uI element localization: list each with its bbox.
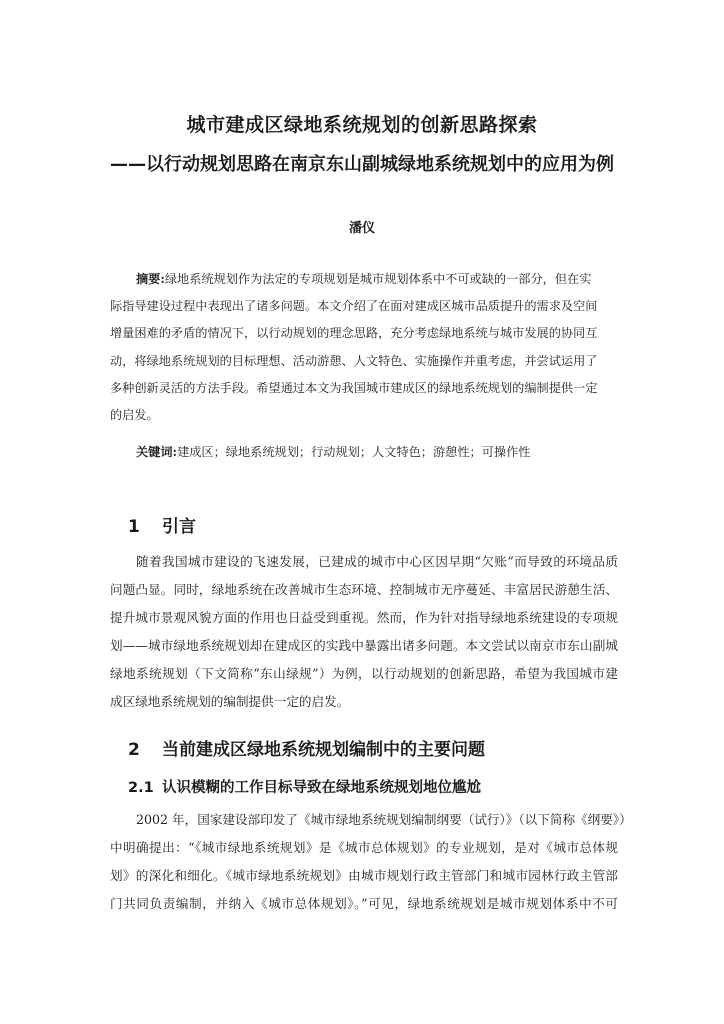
- abstract-line: 增量困难的矛盾的情况下，以行动规划的理念思路，充分考虑绿地系统与城市发展的协同互: [110, 326, 598, 341]
- abstract-label: 摘要:: [136, 272, 165, 286]
- section-number: 2: [128, 740, 140, 760]
- paper-subtitle: ——以行动规划思路在南京东山副城绿地系统规划中的应用为例: [110, 154, 614, 175]
- abstract-line: 际指导建设过程中表现出了诸多问题。本文介绍了在面对建成区城市品质提升的需求及空间: [110, 299, 598, 314]
- keywords: [136, 443, 531, 460]
- subsection-paragraph: [110, 806, 632, 918]
- paper-title: 城市建成区绿地系统规划的创新思路探索: [186, 114, 538, 136]
- paragraph-line: 门共同负责编制，并纳入《城市总体规划》。”可见，绿地系统规划是城市规划体系中不可: [110, 896, 618, 911]
- subsection-number: 2.1: [128, 780, 154, 796]
- author-name: 潘仪: [348, 221, 375, 236]
- section-number: 1: [128, 517, 140, 537]
- paragraph-line: 绿地系统规划（下文简称“东山绿规”）为例，以行动规划的创新思路，希望为我国城市建: [110, 666, 618, 681]
- subsection-heading: [128, 776, 481, 797]
- abstract-line: 摘要:绿地系统规划作为法定的专项规划是城市规划体系中不可或缺的一部分，但在实: [136, 272, 592, 286]
- paragraph-line: 提升城市景观风貌方面的作用也日益受到重视。然而，作为针对指导绿地系统建设的专项规: [110, 610, 618, 625]
- paragraph-line: 中明确提出：“《城市绿地系统规划》是《城市总体规划》的专业规划，是对《城市总体规: [110, 840, 618, 855]
- subsection-title: 认识模糊的工作目标导致在绿地系统规划地位尴尬: [162, 780, 481, 796]
- paragraph-line: 随着我国城市建设的飞速发展，已建成的城市中心区因早期“欠账”而导致的环境品质: [136, 554, 618, 569]
- intro-paragraph: [110, 548, 618, 716]
- abstract-line: 多种创新灵活的方法手段。希望通过本文为我国城市建成区的绿地系统规划的编制提供一定: [110, 380, 598, 395]
- paragraph-line: 划》的深化和细化。《城市绿地系统规划》由城市规划行政主管部门和城市园林行政主管部: [110, 868, 618, 883]
- paragraph-line: 划——城市绿地系统规划却在建成区的实践中暴露出诸多问题。本文尝试以南京市东山副城: [110, 638, 618, 653]
- paragraph-line: 成区绿地系统规划的编制提供一定的启发。: [110, 694, 350, 709]
- section-heading-2: [128, 735, 485, 760]
- abstract-line: 动，将绿地系统规划的目标理想、活动游憩、人文特色、实施操作并重考虑，并尝试运用了: [110, 353, 598, 368]
- section-title: 引言: [162, 517, 196, 537]
- section-heading-1: [128, 512, 196, 537]
- abstract-line: 的启发。: [110, 408, 159, 423]
- section-title: 当前建成区绿地系统规划编制中的主要问题: [162, 740, 485, 760]
- abstract: [110, 266, 616, 429]
- paragraph-line: 问题凸显。同时，绿地系统在改善城市生态环境、控制城市无序蔓延、丰富居民游憩生活、: [110, 582, 618, 597]
- keywords-label: 关键词:: [136, 445, 178, 459]
- paragraph-line: 2002 年，国家建设部印发了《城市绿地系统规划编制纲要（试行）》（以下简称《纲要》）: [136, 812, 632, 827]
- keywords-text: 建成区；绿地系统规划；行动规划；人文特色；游憩性；可操作性: [177, 445, 531, 459]
